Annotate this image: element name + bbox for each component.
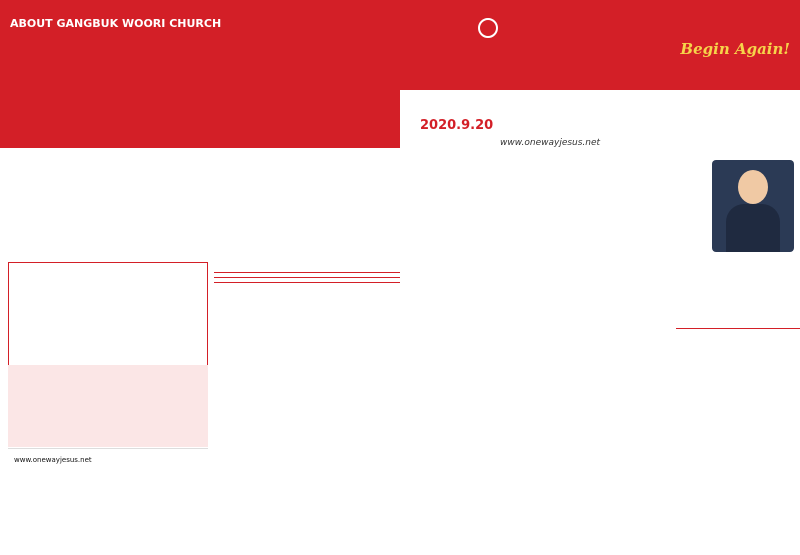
pastor-intro — [0, 150, 405, 260]
order-row-value — [488, 364, 672, 382]
order-row — [410, 346, 672, 364]
headline-english: Begin Again! — [680, 40, 790, 58]
church-card-website[interactable]: www.onewayjesus.net — [14, 456, 92, 464]
headline-banner — [580, 0, 800, 90]
order-row-label — [410, 382, 488, 400]
order-row-value — [488, 382, 672, 400]
order-row-value — [488, 346, 672, 364]
order-row — [410, 310, 672, 328]
order-row-label — [410, 256, 488, 274]
order-row — [410, 238, 672, 256]
order-row-label — [410, 202, 488, 220]
order-row — [410, 166, 672, 184]
order-row-value — [488, 202, 672, 220]
order-row-label — [410, 328, 488, 346]
mid-section-2 — [214, 277, 400, 278]
order-row-label — [410, 238, 488, 256]
order-row — [410, 202, 672, 220]
order-row-label — [410, 166, 488, 184]
order-row-label — [410, 346, 488, 364]
order-row-value — [488, 292, 672, 310]
church-school — [8, 365, 208, 447]
church-logo-area — [400, 0, 580, 90]
church-logo-icon — [478, 18, 498, 38]
about-heading: ABOUT GANGBUK WOORI CHURCH — [10, 17, 222, 30]
order-row-label — [410, 400, 488, 418]
footer-bar — [410, 530, 800, 552]
vision-banner — [0, 0, 400, 148]
order-row — [410, 400, 672, 418]
order-row-label — [410, 184, 488, 202]
order-row-value — [488, 220, 672, 238]
order-row-label — [410, 364, 488, 382]
order-row — [410, 256, 672, 274]
mid-column — [208, 262, 406, 552]
order-row-value — [488, 328, 672, 346]
issue-date: 2020.9.20 — [420, 118, 494, 133]
church-contact-card — [8, 448, 208, 543]
mid-section-3 — [214, 282, 400, 283]
order-row-value — [488, 166, 672, 184]
order-row — [410, 148, 672, 166]
order-row — [410, 274, 672, 292]
order-row-value — [488, 310, 672, 328]
right-schedule — [676, 148, 800, 426]
order-row-value — [488, 238, 672, 256]
order-row-label — [410, 220, 488, 238]
order-row — [410, 184, 672, 202]
order-row-value — [488, 400, 672, 418]
order-table — [410, 148, 672, 418]
right-schedule-box — [676, 328, 800, 341]
order-row — [410, 364, 672, 382]
order-row — [410, 292, 672, 310]
order-row-value — [488, 256, 672, 274]
order-row — [410, 328, 672, 346]
order-row-label — [410, 292, 488, 310]
order-row — [410, 220, 672, 238]
order-row-label — [410, 310, 488, 328]
order-row-value — [488, 274, 672, 292]
order-of-worship — [410, 148, 672, 426]
order-row-value — [488, 184, 672, 202]
logo-name — [400, 18, 580, 38]
order-row-value — [488, 148, 672, 166]
order-row-label — [410, 274, 488, 292]
order-row — [410, 382, 672, 400]
order-row-label — [410, 148, 488, 166]
mid-section-1 — [214, 272, 400, 273]
website-link[interactable]: www.onewayjesus.net — [500, 138, 601, 148]
